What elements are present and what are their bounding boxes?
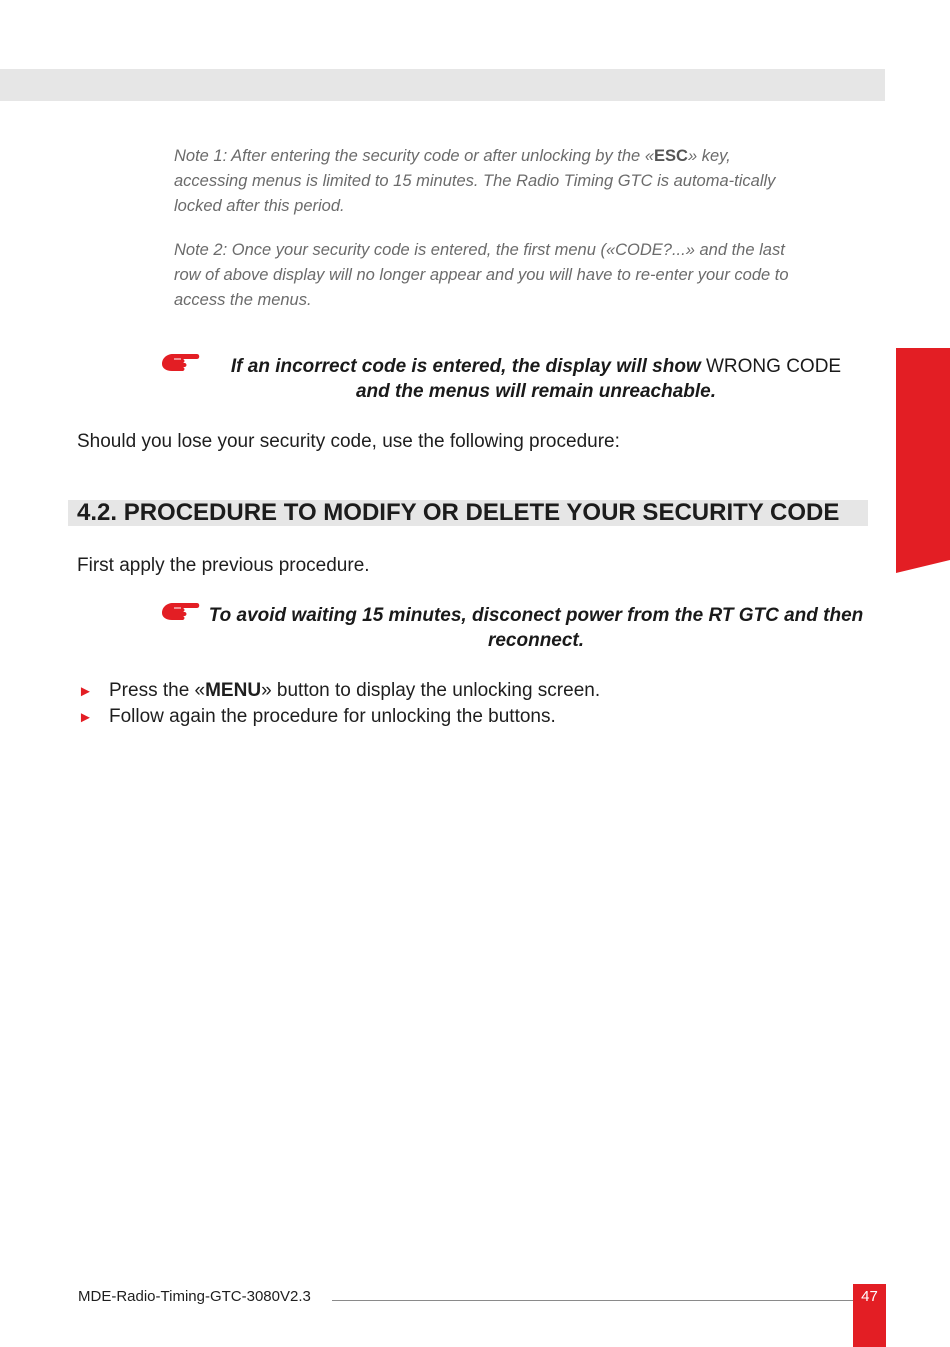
language-tab xyxy=(896,348,950,573)
pointing-hand-icon xyxy=(160,598,202,622)
list-item xyxy=(78,704,600,730)
section-heading: 4.2. PROCEDURE TO MODIFY OR DELETE YOUR SECURITY CODE xyxy=(68,500,868,526)
steps-list xyxy=(78,678,600,730)
callout-1-text-start: If an incorrect code is entered, the display will show xyxy=(230,356,701,377)
header-band xyxy=(0,69,885,101)
footer-divider xyxy=(332,1300,854,1301)
step-1-text-end: » button to display the unlocking screen. xyxy=(261,680,601,701)
wrong-code-label: WRONG CODE xyxy=(706,356,842,377)
lost-code-instruction: Should you lose your security code, use the following procedure: xyxy=(77,431,620,452)
language-tab-shape xyxy=(896,348,950,573)
list-item xyxy=(78,678,600,704)
triangle-right-icon: ► xyxy=(78,683,93,700)
page-number: 47 xyxy=(861,1288,878,1305)
footer-document-id: MDE-Radio-Timing-GTC-3080V2.3 xyxy=(78,1288,311,1305)
triangle-right-icon: ► xyxy=(78,709,93,726)
step-2-text: Follow again the procedure for unlocking the buttons. xyxy=(109,706,556,727)
first-apply-instruction: First apply the previous procedure. xyxy=(77,555,370,576)
note-1-text-start: Note 1: After entering the security code or after unlocking by the « xyxy=(174,147,654,165)
note-1-text-end: » key, accessing menus is limited to 15 minutes. The Radio Timing GTC is automa-tically locked after this period. xyxy=(174,147,776,215)
pointing-hand-icon xyxy=(160,349,202,373)
esc-key-label: ESC xyxy=(654,147,688,165)
note-2: Note 2: Once your security code is entered, the first menu («CODE?...» and the last row of above display will no longer appear and you will have to re-enter your code to access the menus. xyxy=(174,241,789,309)
step-1-text-start: Press the « xyxy=(109,680,206,701)
language-label: ENGLISH xyxy=(15,412,38,504)
tip-callout-power: To avoid waiting 15 minutes, disconect power from the RT GTC and then reconnect. xyxy=(208,605,864,651)
menu-key-label: MENU xyxy=(205,680,262,701)
note-1 xyxy=(174,144,804,219)
callout-1-text-end: and the menus will remain unreachable. xyxy=(355,381,717,402)
warning-callout-wrong-code xyxy=(205,354,867,404)
